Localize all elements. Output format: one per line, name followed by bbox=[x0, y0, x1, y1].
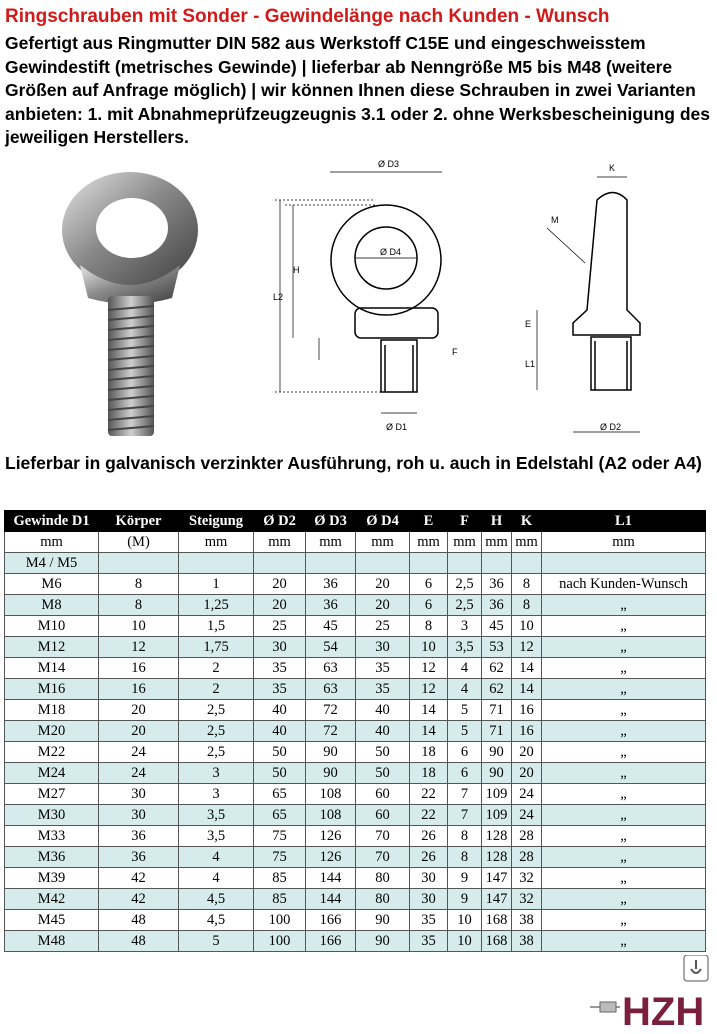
table-cell: 65 bbox=[254, 784, 306, 805]
table-cell: 3 bbox=[179, 763, 254, 784]
table-cell: 7 bbox=[448, 784, 482, 805]
header-l1: L1 bbox=[542, 511, 706, 532]
table-cell: 6 bbox=[448, 742, 482, 763]
table-cell: M24 bbox=[5, 763, 99, 784]
table-cell: 20 bbox=[356, 595, 410, 616]
label-d1: Ø D1 bbox=[386, 422, 408, 432]
table-row bbox=[5, 679, 706, 700]
table-cell: „ bbox=[542, 889, 706, 910]
table-cell: 9 bbox=[448, 889, 482, 910]
unit-cell: mm bbox=[512, 532, 542, 553]
table-cell: 8 bbox=[99, 574, 179, 595]
table-cell: 4 bbox=[179, 847, 254, 868]
specification-table bbox=[4, 510, 706, 952]
table-cell: 18 bbox=[410, 742, 448, 763]
table-cell: „ bbox=[542, 595, 706, 616]
table-cell: 5 bbox=[448, 700, 482, 721]
header-gewinde: Gewinde D1 bbox=[5, 511, 99, 532]
table-cell: 72 bbox=[306, 721, 356, 742]
table-cell: 36 bbox=[482, 595, 512, 616]
table-cell: M8 bbox=[5, 595, 99, 616]
table-cell: 53 bbox=[482, 637, 512, 658]
table-cell bbox=[482, 553, 512, 574]
table-cell: 25 bbox=[254, 616, 306, 637]
table-cell: 166 bbox=[306, 931, 356, 952]
table-row bbox=[5, 847, 706, 868]
table-cell: 20 bbox=[356, 574, 410, 595]
unit-cell: mm bbox=[542, 532, 706, 553]
table-cell: 75 bbox=[254, 826, 306, 847]
table-row bbox=[5, 826, 706, 847]
technical-drawing bbox=[255, 155, 715, 445]
table-cell: M20 bbox=[5, 721, 99, 742]
table-cell: 168 bbox=[482, 931, 512, 952]
table-cell: 1,5 bbox=[179, 616, 254, 637]
table-cell: 108 bbox=[306, 805, 356, 826]
table-cell: 80 bbox=[356, 889, 410, 910]
table-cell: M12 bbox=[5, 637, 99, 658]
table-cell: 109 bbox=[482, 784, 512, 805]
table-cell: „ bbox=[542, 637, 706, 658]
table-cell: 45 bbox=[306, 616, 356, 637]
table-cell: 30 bbox=[410, 868, 448, 889]
table-row bbox=[5, 658, 706, 679]
table-cell: 1,75 bbox=[179, 637, 254, 658]
table-cell: 35 bbox=[356, 679, 410, 700]
table-cell: 26 bbox=[410, 826, 448, 847]
table-cell: 8 bbox=[99, 595, 179, 616]
table-cell: 36 bbox=[99, 826, 179, 847]
table-cell: „ bbox=[542, 847, 706, 868]
table-cell: 16 bbox=[99, 679, 179, 700]
table-cell: 8 bbox=[512, 574, 542, 595]
label-k: K bbox=[609, 163, 616, 173]
table-cell: 2,5 bbox=[179, 721, 254, 742]
table-cell: 30 bbox=[356, 637, 410, 658]
table-cell: 54 bbox=[306, 637, 356, 658]
table-row bbox=[5, 553, 706, 574]
unit-cell: mm bbox=[254, 532, 306, 553]
table-cell: 3,5 bbox=[448, 637, 482, 658]
table-cell: 20 bbox=[512, 742, 542, 763]
table-cell: 108 bbox=[306, 784, 356, 805]
table-cell: 1,25 bbox=[179, 595, 254, 616]
table-cell: 50 bbox=[254, 763, 306, 784]
table-cell: 90 bbox=[482, 763, 512, 784]
intro-text: Gefertigt aus Ringmutter DIN 582 aus Werkstoff C15E und eingeschweisstem Gewindestift (metrisches Gewinde) | lieferbar ab Nenngröße M5 bis M48 (weitere Größen auf Anfrage möglich) | wir können Ihnen diese Schrauben in zwei Varianten anbieten: 1. mit Abnahmeprüfzeugzeugnis 3.1 oder 2. ohne Werksbescheinigung des jeweiligen Herstellers. bbox=[5, 33, 710, 147]
table-row bbox=[5, 805, 706, 826]
table-cell: 75 bbox=[254, 847, 306, 868]
label-l1: L1 bbox=[525, 359, 536, 369]
table-cell bbox=[512, 553, 542, 574]
table-cell: 24 bbox=[512, 805, 542, 826]
table-cell bbox=[99, 553, 179, 574]
table-cell: 60 bbox=[356, 784, 410, 805]
table-cell: 32 bbox=[512, 868, 542, 889]
table-cell: 36 bbox=[306, 574, 356, 595]
table-cell: M18 bbox=[5, 700, 99, 721]
eye-bolt-photo bbox=[40, 170, 220, 445]
label-d2: Ø D2 bbox=[600, 422, 622, 432]
table-cell: 22 bbox=[410, 784, 448, 805]
table-cell: 100 bbox=[254, 931, 306, 952]
table-cell: 168 bbox=[482, 910, 512, 931]
table-cell: 8 bbox=[410, 616, 448, 637]
table-cell: „ bbox=[542, 721, 706, 742]
table-cell: 50 bbox=[356, 742, 410, 763]
table-cell: 28 bbox=[512, 826, 542, 847]
table-cell: 4 bbox=[448, 658, 482, 679]
table-cell: 2,5 bbox=[179, 742, 254, 763]
table-cell: 40 bbox=[254, 721, 306, 742]
table-cell: 20 bbox=[99, 721, 179, 742]
table-cell: 35 bbox=[254, 658, 306, 679]
table-cell: 4,5 bbox=[179, 910, 254, 931]
table-row bbox=[5, 784, 706, 805]
label-e: E bbox=[525, 319, 532, 329]
table-cell: 30 bbox=[410, 889, 448, 910]
label-m: M bbox=[551, 215, 559, 225]
table-cell: 71 bbox=[482, 700, 512, 721]
table-cell: 35 bbox=[410, 931, 448, 952]
table-cell: 144 bbox=[306, 889, 356, 910]
table-cell: 35 bbox=[410, 910, 448, 931]
unit-cell: mm bbox=[410, 532, 448, 553]
table-row bbox=[5, 742, 706, 763]
table-row bbox=[5, 595, 706, 616]
table-cell: 109 bbox=[482, 805, 512, 826]
table-cell: 2 bbox=[179, 658, 254, 679]
table-cell: M14 bbox=[5, 658, 99, 679]
table-cell: 147 bbox=[482, 868, 512, 889]
label-l2: L2 bbox=[273, 292, 284, 302]
table-row bbox=[5, 889, 706, 910]
table-cell: „ bbox=[542, 784, 706, 805]
table-cell: 9 bbox=[448, 868, 482, 889]
table-cell: 71 bbox=[482, 721, 512, 742]
table-cell: 32 bbox=[512, 889, 542, 910]
table-cell: 144 bbox=[306, 868, 356, 889]
label-d3: Ø D3 bbox=[378, 159, 400, 169]
header-f: F bbox=[448, 511, 482, 532]
table-cell: 1 bbox=[179, 574, 254, 595]
table-row bbox=[5, 700, 706, 721]
table-cell: 2,5 bbox=[448, 574, 482, 595]
header-steigung: Steigung bbox=[179, 511, 254, 532]
table-cell: 10 bbox=[448, 910, 482, 931]
table-cell: „ bbox=[542, 763, 706, 784]
header-d4: Ø D4 bbox=[356, 511, 410, 532]
table-row bbox=[5, 616, 706, 637]
table-cell: 126 bbox=[306, 826, 356, 847]
table-cell: 10 bbox=[512, 616, 542, 637]
table-cell: 20 bbox=[254, 574, 306, 595]
table-cell: 90 bbox=[306, 742, 356, 763]
header-h: H bbox=[482, 511, 512, 532]
table-cell: 72 bbox=[306, 700, 356, 721]
table-cell: 12 bbox=[410, 679, 448, 700]
table-cell: 5 bbox=[179, 931, 254, 952]
table-cell: „ bbox=[542, 700, 706, 721]
table-cell: 8 bbox=[512, 595, 542, 616]
unit-cell: mm bbox=[482, 532, 512, 553]
table-cell: 126 bbox=[306, 847, 356, 868]
table-row bbox=[5, 910, 706, 931]
table-cell: 14 bbox=[512, 679, 542, 700]
table-cell: 36 bbox=[99, 847, 179, 868]
table-cell: 22 bbox=[410, 805, 448, 826]
table-cell: 6 bbox=[410, 574, 448, 595]
table-cell: 60 bbox=[356, 805, 410, 826]
table-cell: 40 bbox=[356, 721, 410, 742]
logo-text: HZH bbox=[622, 990, 705, 1030]
table-cell: M39 bbox=[5, 868, 99, 889]
header-e: E bbox=[410, 511, 448, 532]
table-cell: 4,5 bbox=[179, 889, 254, 910]
table-cell: 25 bbox=[356, 616, 410, 637]
table-cell: 42 bbox=[99, 868, 179, 889]
table-cell: M36 bbox=[5, 847, 99, 868]
table-cell: M6 bbox=[5, 574, 99, 595]
table-cell bbox=[254, 553, 306, 574]
availability-text: Lieferbar in galvanisch verzinkter Ausführung, roh u. auch in Edelstahl (A2 oder A4) bbox=[5, 453, 702, 473]
table-cell: 12 bbox=[99, 637, 179, 658]
table-cell: 85 bbox=[254, 889, 306, 910]
table-cell: M16 bbox=[5, 679, 99, 700]
table-cell: 35 bbox=[254, 679, 306, 700]
table-cell: 147 bbox=[482, 889, 512, 910]
table-cell: 3 bbox=[179, 784, 254, 805]
unit-cell: (M) bbox=[99, 532, 179, 553]
table-cell: 40 bbox=[356, 700, 410, 721]
table-cell: 12 bbox=[512, 637, 542, 658]
table-cell: 63 bbox=[306, 679, 356, 700]
table-cell bbox=[542, 553, 706, 574]
label-f: F bbox=[452, 347, 458, 357]
table-row bbox=[5, 721, 706, 742]
table-cell: 3 bbox=[448, 616, 482, 637]
table-cell: 2,5 bbox=[179, 700, 254, 721]
table-cell: 48 bbox=[99, 931, 179, 952]
table-cell: 42 bbox=[99, 889, 179, 910]
label-h: H bbox=[293, 265, 300, 275]
table-cell bbox=[448, 553, 482, 574]
table-cell bbox=[356, 553, 410, 574]
table-cell: 90 bbox=[356, 910, 410, 931]
table-cell: 45 bbox=[482, 616, 512, 637]
table-cell: 2 bbox=[179, 679, 254, 700]
table-cell: 100 bbox=[254, 910, 306, 931]
table-cell: „ bbox=[542, 616, 706, 637]
table-cell: M33 bbox=[5, 826, 99, 847]
hzh-logo bbox=[590, 955, 715, 1030]
table-cell: M27 bbox=[5, 784, 99, 805]
table-cell: 30 bbox=[99, 805, 179, 826]
table-cell: M30 bbox=[5, 805, 99, 826]
table-cell: 5 bbox=[448, 721, 482, 742]
table-cell: 18 bbox=[410, 763, 448, 784]
table-cell: 24 bbox=[512, 784, 542, 805]
table-cell: 3,5 bbox=[179, 826, 254, 847]
table-cell: 16 bbox=[99, 658, 179, 679]
table-cell: 30 bbox=[99, 784, 179, 805]
table-cell: „ bbox=[542, 931, 706, 952]
table-cell: 16 bbox=[512, 721, 542, 742]
table-row bbox=[5, 868, 706, 889]
table-cell: 8 bbox=[448, 826, 482, 847]
table-cell: 12 bbox=[410, 658, 448, 679]
unit-cell: mm bbox=[179, 532, 254, 553]
table-cell bbox=[179, 553, 254, 574]
table-cell: 48 bbox=[99, 910, 179, 931]
table-cell: 26 bbox=[410, 847, 448, 868]
table-cell: 20 bbox=[99, 700, 179, 721]
table-cell: „ bbox=[542, 679, 706, 700]
table-cell: M4 / M5 bbox=[5, 553, 99, 574]
table-cell: „ bbox=[542, 868, 706, 889]
table-cell: 90 bbox=[482, 742, 512, 763]
table-cell: 10 bbox=[99, 616, 179, 637]
table-cell: M10 bbox=[5, 616, 99, 637]
table-cell: 70 bbox=[356, 826, 410, 847]
table-header-row bbox=[5, 511, 706, 532]
unit-cell: mm bbox=[356, 532, 410, 553]
table-cell: 14 bbox=[410, 700, 448, 721]
table-cell: 16 bbox=[512, 700, 542, 721]
table-cell bbox=[306, 553, 356, 574]
table-cell: 3,5 bbox=[179, 805, 254, 826]
table-cell: M48 bbox=[5, 931, 99, 952]
table-cell: 85 bbox=[254, 868, 306, 889]
table-cell: 20 bbox=[512, 763, 542, 784]
table-cell: „ bbox=[542, 910, 706, 931]
table-cell: 4 bbox=[179, 868, 254, 889]
table-cell: „ bbox=[542, 658, 706, 679]
table-row bbox=[5, 763, 706, 784]
table-cell: 2,5 bbox=[448, 595, 482, 616]
table-cell: 36 bbox=[482, 574, 512, 595]
header-k: K bbox=[512, 511, 542, 532]
table-cell: nach Kunden-Wunsch bbox=[542, 574, 706, 595]
table-cell: 62 bbox=[482, 679, 512, 700]
table-cell: 63 bbox=[306, 658, 356, 679]
table-units-row bbox=[5, 532, 706, 553]
table-cell: M45 bbox=[5, 910, 99, 931]
table-cell: 10 bbox=[448, 931, 482, 952]
unit-cell: mm bbox=[306, 532, 356, 553]
table-cell: 90 bbox=[306, 763, 356, 784]
table-cell: 38 bbox=[512, 931, 542, 952]
unit-cell: mm bbox=[5, 532, 99, 553]
table-cell: 10 bbox=[410, 637, 448, 658]
table-row bbox=[5, 931, 706, 952]
table-cell: 70 bbox=[356, 847, 410, 868]
table-cell: 50 bbox=[254, 742, 306, 763]
table-cell: 24 bbox=[99, 763, 179, 784]
table-cell: 128 bbox=[482, 847, 512, 868]
table-cell bbox=[410, 553, 448, 574]
table-cell: 166 bbox=[306, 910, 356, 931]
label-d4: Ø D4 bbox=[380, 247, 402, 257]
table-cell: 20 bbox=[254, 595, 306, 616]
table-cell: 30 bbox=[254, 637, 306, 658]
table-cell: „ bbox=[542, 805, 706, 826]
header-koerper: Körper bbox=[99, 511, 179, 532]
table-cell: 8 bbox=[448, 847, 482, 868]
table-cell: 14 bbox=[410, 721, 448, 742]
table-cell: 50 bbox=[356, 763, 410, 784]
table-cell: 24 bbox=[99, 742, 179, 763]
header-d2: Ø D2 bbox=[254, 511, 306, 532]
table-cell: 65 bbox=[254, 805, 306, 826]
table-cell: M22 bbox=[5, 742, 99, 763]
table-cell: 62 bbox=[482, 658, 512, 679]
unit-cell: mm bbox=[448, 532, 482, 553]
table-cell: 14 bbox=[512, 658, 542, 679]
table-row bbox=[5, 637, 706, 658]
page-title: Ringschrauben mit Sonder - Gewindelänge nach Kunden - Wunsch bbox=[5, 6, 610, 27]
table-row bbox=[5, 574, 706, 595]
header-d3: Ø D3 bbox=[306, 511, 356, 532]
table-cell: „ bbox=[542, 742, 706, 763]
table-cell: 4 bbox=[448, 679, 482, 700]
table-cell: 6 bbox=[448, 763, 482, 784]
table-cell: 7 bbox=[448, 805, 482, 826]
table-cell: „ bbox=[542, 826, 706, 847]
table-cell: M42 bbox=[5, 889, 99, 910]
table-cell: 40 bbox=[254, 700, 306, 721]
table-cell: 90 bbox=[356, 931, 410, 952]
table-cell: 6 bbox=[410, 595, 448, 616]
table-cell: 36 bbox=[306, 595, 356, 616]
table-cell: 38 bbox=[512, 910, 542, 931]
table-cell: 35 bbox=[356, 658, 410, 679]
table-cell: 128 bbox=[482, 826, 512, 847]
table-cell: 80 bbox=[356, 868, 410, 889]
table-cell: 28 bbox=[512, 847, 542, 868]
